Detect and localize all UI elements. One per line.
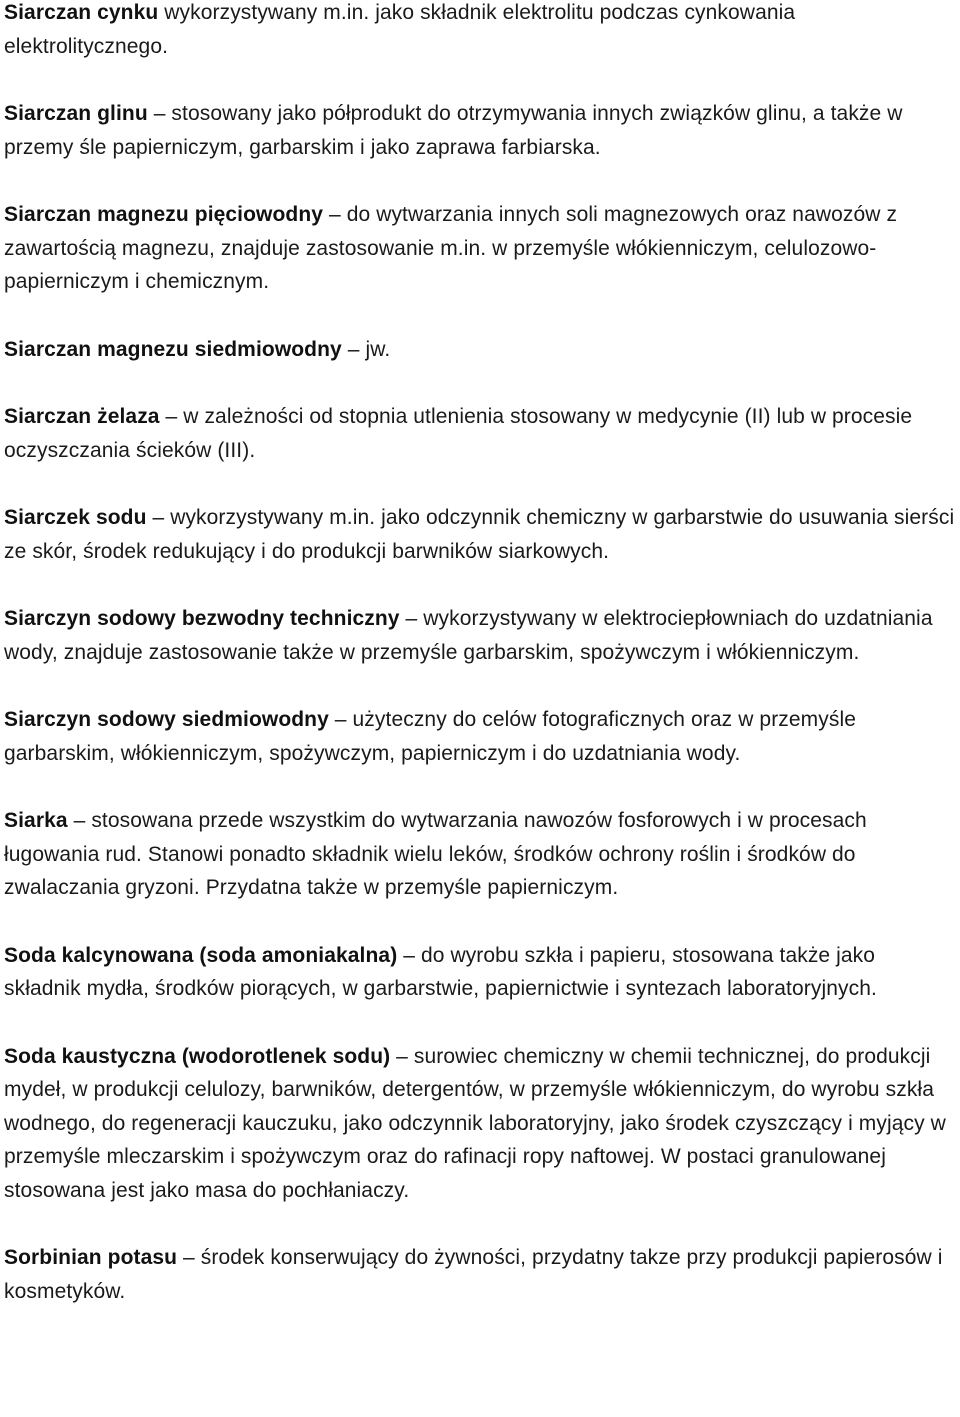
entry-term: Siarka (4, 809, 68, 832)
entry-term: Siarczan żelaza (4, 405, 160, 428)
entry-siarczek-sodu (4, 501, 956, 568)
entry-separator: – (341, 337, 366, 361)
entry-siarczan-magnezu-siedmiowodny (4, 333, 956, 367)
entry-sorbinian-potasu (4, 1241, 956, 1308)
entry-term: Siarczek sodu (4, 506, 147, 529)
entry-siarka (4, 804, 956, 905)
entry-separator: – (159, 405, 184, 428)
entry-term: Siarczan magnezu siedmiowodny (4, 337, 342, 361)
entry-separator: – (67, 809, 92, 832)
entry-separator: – (177, 1246, 201, 1269)
entry-term: Sorbinian potasu (4, 1246, 178, 1269)
entry-description: wykorzystywany w elektrociepłowniach do uzdatniania wody, znajduje zastosowanie także w przemyśle garbarskim, spożywczym i włókienniczym. (4, 607, 933, 664)
entry-description: do wytwarzania innych soli magnezowych oraz nawozów z zawartością magnezu, znajduje zastosowanie m.in. w przemyśle włókienniczym, celulozowo-papierniczym i chemicznym. (4, 203, 898, 293)
entry-soda-kaustyczna (4, 1040, 956, 1208)
entry-siarczan-glinu (4, 97, 956, 164)
entry-term: Siarczan cynku (4, 1, 159, 24)
entry-term: Siarczyn sodowy bezwodny techniczny (4, 607, 400, 630)
entry-description: środek konserwujący do żywności, przydatny takze przy produkcji papierosów i kosmetyków. (4, 1246, 943, 1303)
entry-separator: – (399, 607, 424, 630)
entry-separator: – (390, 1044, 414, 1068)
entry-description: surowiec chemiczny w chemii technicznej, do produkcji mydeł, w produkcji celulozy, barwników, detergentów, w przemyśle włókienniczym, do wyrobu szkła wodnego, do regeneracji kauczuku, jako odczynnik laboratoryjny, jako środek czyszczący i myjący w przemyśle mleczarskim i spożywczym oraz do rafinacji ropy naftowej. W postaci granulowanej stosowana jest jako masa do pochłaniaczy. (4, 1044, 946, 1202)
entry-description: użyteczny do celów fotograficznych oraz w przemyśle garbarskim, włókienniczym, spożywczym, papierniczym i do uzdatniania wody. (4, 708, 857, 765)
entry-description: stosowana przede wszystkim do wytwarzania nawozów fosforowych i w procesach ługowania rud. Stanowi ponadto składnik wielu leków, środków ochrony roślin i środków do zwalaczania gryzoni. Przydatna także w przemyśle papierniczym. (4, 809, 867, 899)
entry-soda-kalcynowana (4, 939, 956, 1006)
entry-description: wykorzystywany m.in. jako odczynnik chemiczny w garbarstwie do usuwania sierści ze skór, środek redukujący i do produkcji barwników siarkowych. (4, 506, 955, 563)
entry-term: Soda kaustyczna (wodorotlenek sodu) (4, 1044, 391, 1068)
entry-separator: – (328, 708, 353, 731)
entry-siarczyn-sodowy-bezwodny (4, 602, 956, 669)
entry-siarczan-zelaza (4, 400, 956, 467)
entry-term: Siarczan magnezu pięciowodny (4, 203, 324, 226)
entry-siarczan-cynku (4, 0, 956, 63)
entry-term: Siarczyn sodowy siedmiowodny (4, 708, 329, 731)
entry-siarczan-magnezu-pieciowodny (4, 198, 956, 299)
entry-term: Siarczan glinu (4, 102, 148, 125)
entry-separator: – (397, 943, 421, 967)
entry-siarczyn-sodowy-siedmiowodny (4, 703, 956, 770)
entry-separator: – (323, 203, 347, 226)
entry-separator: – (147, 102, 172, 125)
entry-description: jw. (365, 337, 391, 361)
entry-term: Soda kalcynowana (soda amoniakalna) (4, 943, 398, 967)
entry-separator: – (146, 506, 171, 529)
entry-description: do wyrobu szkła i papieru, stosowana także jako składnik mydła, środków piorących, w garbarstwie, papiernictwie i syntezach laboratoryjnych. (4, 943, 877, 1000)
entry-description: wykorzystywany m.in. jako składnik elektrolitu podczas cynkowania elektrolitycznego. (4, 1, 796, 58)
entry-description: w zależności od stopnia utlenienia stosowany w medycynie (II) lub w procesie oczyszczania ścieków (III). (4, 405, 913, 462)
entry-description: stosowany jako półprodukt do otrzymywania innych związków glinu, a także w przemy śle papierniczym, garbarskim i jako zaprawa farbiarska. (4, 102, 903, 159)
